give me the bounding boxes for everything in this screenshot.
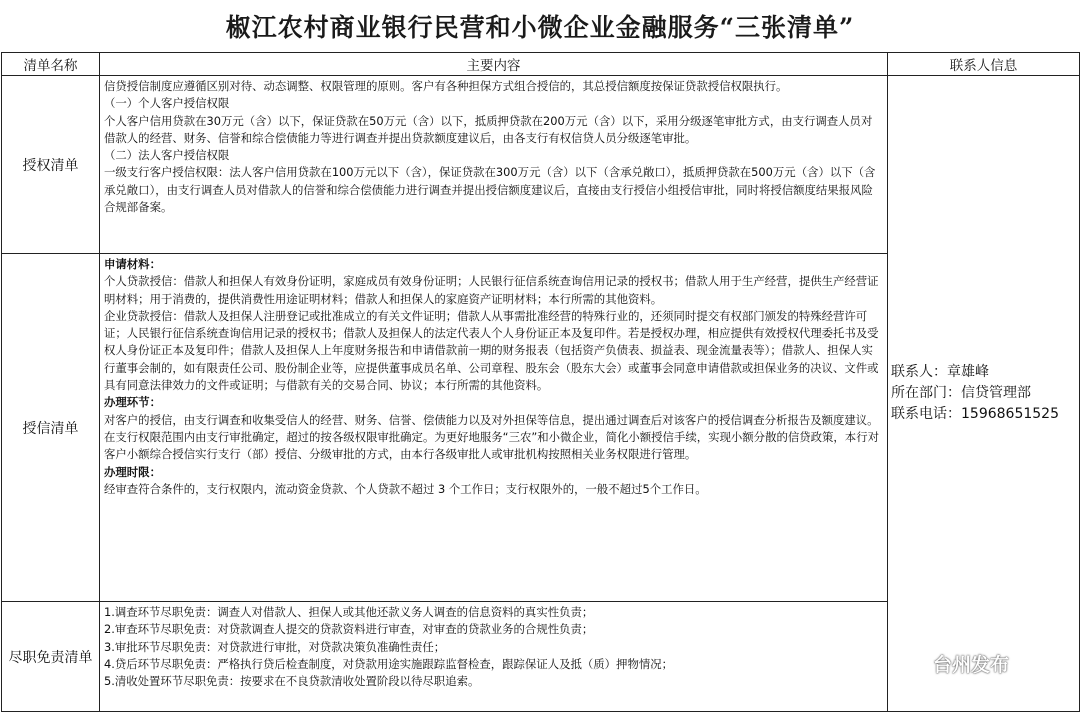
header-main-content: 主要内容 <box>100 53 888 76</box>
wechat-icon <box>897 651 927 677</box>
content-line: 企业贷款授信：借款人及担保人注册登记或批准成立的有关文件证明；借款人从事需批准经营的特殊行业的，还须同时提交有权部门颁发的特殊经营许可证；人民银行征信系统查询信用记录的授权书；借款人及担保人的法定代表人个人身份证正本及复印件。若是授权办理，相应提供有效授权代理委托书及受权人身份证正本及复印件；借款人及担保人上年度财务报告和申请借款前一期的财务报表（包括资产负债表、损益表、现金流量表等）；借款人、担保人实行董事会制的，如有限责任公司、股份制企业等，应提供董事成员名单、公司章程、股东会（股东大会）或董事会同意申请借款或担保业务的决议、文件或具有同意法律效力的文件或证明；与借款有关的交易合同、协议；本行所需的其他资料。 <box>104 308 879 393</box>
content-line: 1.调查环节尽职免责：调查人对借款人、担保人或其他还款义务人调查的信息资料的真实性负责； <box>104 605 594 619</box>
content-line: 个人客户信用贷款在30万元（含）以下，保证贷款在50万元（含）以下，抵质押贷款在200万元（含）以下，采用分级逐笔审批方式，由支行调查人员对借款人的经营、财务、信誉和综合偿债能力等进行调查并提出贷款额度建议后，由各支行有权信贷人员分级逐笔审批。 <box>104 113 873 145</box>
content-line: 经审查符合条件的，支行权限内，流动资金贷款、个人贷款不超过 3 个工作日；支行权限外的，一般不超过5个工作日。 <box>104 481 707 496</box>
row-content-due-diligence <box>100 602 888 712</box>
contact-person: 联系人：章雄峰 <box>891 364 989 380</box>
content-line: 3.审批环节尽职免责：对贷款进行审批，对贷款决策负准确性责任； <box>104 639 446 654</box>
content-line: （二）法人客户授信权限 <box>104 148 230 163</box>
content-line: 个人贷款授信：借款人和担保人有效身份证明，家庭成员有效身份证明；人民银行征信系统查询信用记录的授权书；借款人用于生产经营，提供生产经营证明材料；用于消费的，提供消费性用途证明材料；借款人和担保人的家庭资产证明材料；本行所需的其他资料。 <box>104 274 879 306</box>
watermark <box>897 650 1009 677</box>
row-name-due-diligence: 尽职免责清单 <box>2 602 100 712</box>
content-line: 5.清收处置环节尽职免责：按要求在不良贷款清收处置阶段以待尽职追索。 <box>104 674 480 689</box>
row-content-credit-granting <box>100 254 888 602</box>
table-row-authorization <box>2 76 1080 254</box>
table-header-row <box>2 53 1080 76</box>
contact-department: 所在部门：信贷管理部 <box>891 385 1031 401</box>
service-lists-table <box>1 52 1080 712</box>
content-line: 对客户的授信，由支行调查和收集受信人的经营、财务、信誉、偿债能力以及对外担保等信息，提出通过调查后对该客户的授信调查分析报告及额度建议。在支行权限范围内由支行审批确定，超过的按各级权限审批确定。为更好地服务“三农”和小微企业，简化小额授信手续，实现小额分散的信贷政策，本行对客户小额综合授信实行支行（部）授信、分级审批的方式，由本行各级审批人或审批机构按照相关业务权限进行管理。 <box>104 412 879 462</box>
contact-info-cell <box>888 76 1080 712</box>
content-line: 一级支行客户授信权限：法人客户信用贷款在100万元以下（含），保证贷款在300万元（含）以下（含承兑敞口），抵质押贷款在500万元（含）以下（含承兑敞口），由支行调查人员对借款人的信誉和综合偿债能力进行调查并提出授信额度建议后，直接由支行授信小组授信审批，同时将授信额度结果报风险合规部备案。 <box>104 165 876 215</box>
content-line: 2.审查环节尽职免责：对贷款调查人提交的贷款资料进行审查，对审查的贷款业务的合规性负责； <box>104 622 594 637</box>
content-line: （一）个人客户授信权限 <box>104 96 230 111</box>
section-heading-process: 办理环节： <box>104 395 161 410</box>
row-content-authorization <box>100 76 888 254</box>
contact-phone: 联系电话：15968651525 <box>891 406 1059 422</box>
section-heading-time-limit: 办理时限： <box>104 464 161 479</box>
row-name-credit-granting: 授信清单 <box>2 254 100 602</box>
header-contact-info: 联系人信息 <box>888 53 1080 76</box>
content-line: 信贷授信制度应遵循区别对待、动态调整、权限管理的原则。客户有各种担保方式组合授信的，其总授信额度按保证贷款授信权限执行。 <box>104 79 788 93</box>
content-line: 4.贷后环节尽职免责：严格执行贷后检查制度，对贷款用途实施跟踪监督检查，跟踪保证人及抵（质）押物情况； <box>104 656 674 671</box>
watermark-text: 台州发布 <box>933 654 1010 676</box>
section-heading-materials: 申请材料： <box>104 257 161 271</box>
row-name-authorization: 授权清单 <box>2 76 100 254</box>
header-list-name: 清单名称 <box>2 53 100 76</box>
page-title: 椒江农村商业银行民营和小微企业金融服务“三张清单” <box>225 13 855 42</box>
